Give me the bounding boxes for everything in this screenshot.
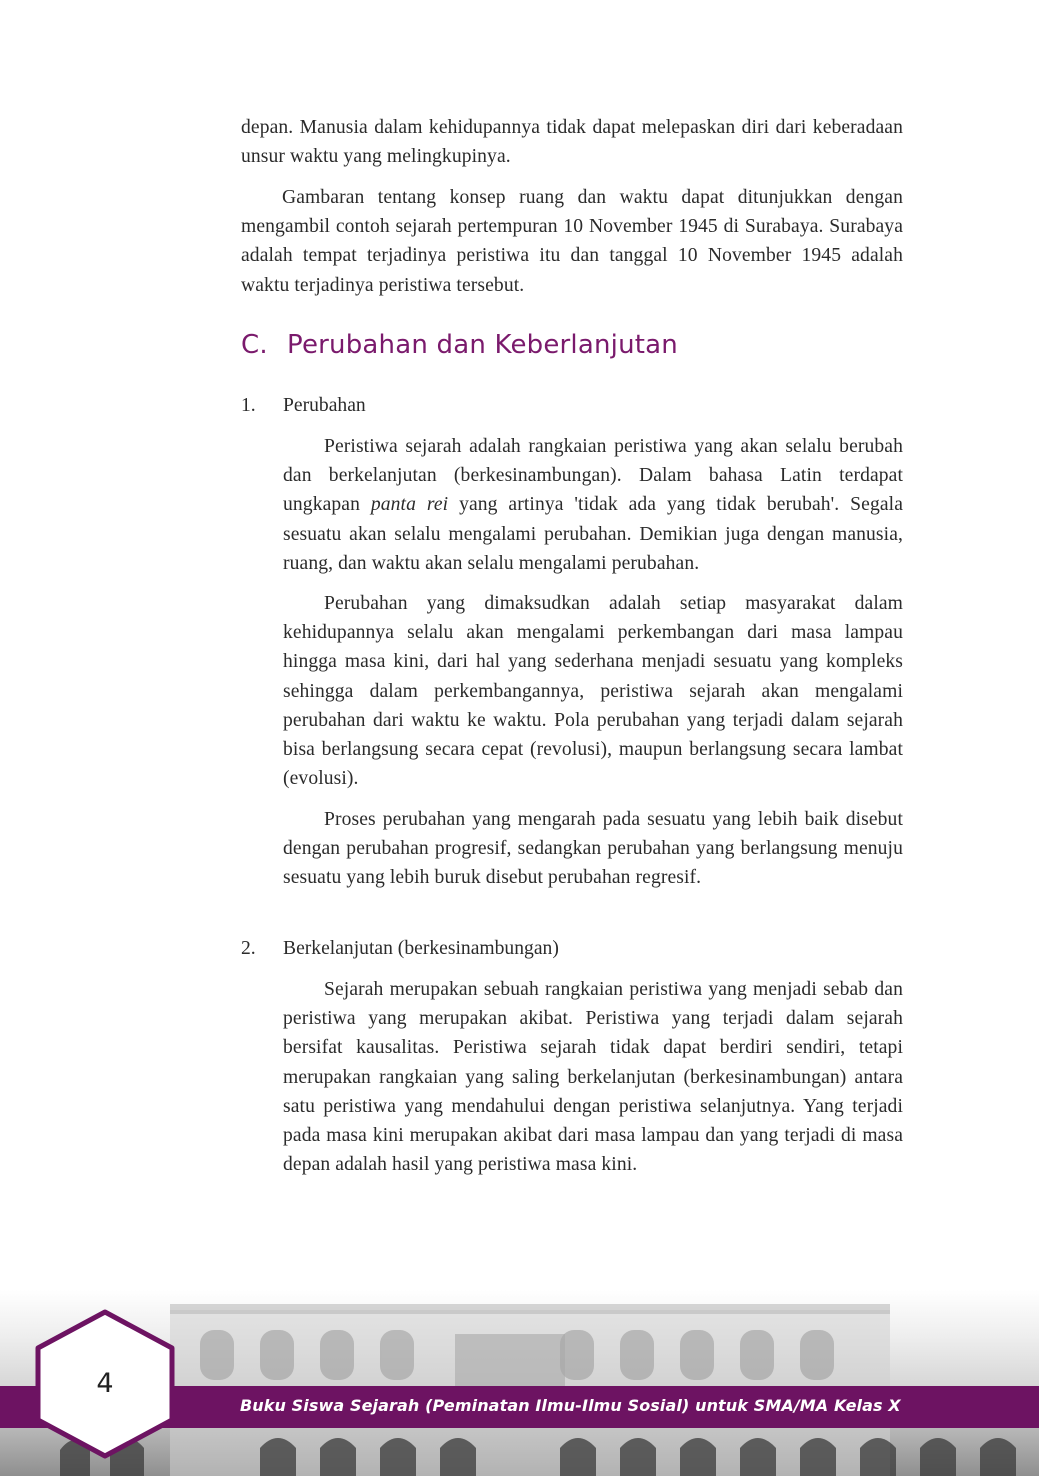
list-item-perubahan <box>241 391 366 420</box>
text-run: Peristiwa sejarah adalah rangkaian peristiwa yang akan selalu berubah dan berkelanjutan (berkesinambungan). Dalam bahasa Latin terdapat ungkapan <box>283 436 903 516</box>
text-run: yang artinya 'tidak ada yang tidak berubah'. Segala sesuatu akan selalu mengalami perubahan. Demikian juga dengan manusia, ruang, dan waktu akan selalu mengalami perubahan. <box>283 494 903 574</box>
perubahan-paragraph-2: Perubahan yang dimaksudkan adalah setiap masyarakat dalam kehidupannya selalu akan mengalami perkembangan dari masa lampau hingga masa kini, dari hal yang sederhana menjadi sesuatu yang kompleks sehingga dalam perkembangannya, peristiwa sejarah akan mengalami perubahan dari waktu ke waktu. Pola perubahan yang terjadi dalam sejarah bisa berlangsung secara cepat (revolusi), maupun berlangsung secara lambat (evolusi). <box>283 593 903 790</box>
berkelanjutan-paragraph: Sejarah merupakan sebuah rangkaian peristiwa yang menjadi sebab dan peristiwa yang merupakan akibat. Peristiwa yang terjadi dalam sejarah bersifat kausalitas. Peristiwa sejarah tidak dapat berdiri sendiri, tetapi merupakan rangkaian yang saling berkelanjutan (berkesinambungan) antara satu peristiwa yang mendahului dengan peristiwa selanjutnya. Yang terjadi pada masa kini merupakan akibat dari masa lampau dan yang terjadi di masa depan adalah hasil yang peristiwa masa kini. <box>283 979 903 1176</box>
continuation-paragraph: depan. Manusia dalam kehidupannya tidak dapat melepaskan diri dari keberadaan unsur waktu yang melingkupinya. <box>241 117 903 168</box>
space-time-example-paragraph: Gambaran tentang konsep ruang dan waktu dapat ditunjukkan dengan mengambil contoh sejarah pertempuran 10 November 1945 di Surabaya. Surabaya adalah tempat terjadinya peristiwa itu dan tanggal 10 November 1945 adalah waktu terjadinya peristiwa tersebut. <box>241 187 903 296</box>
section-heading <box>241 330 678 360</box>
latin-phrase: panta rei <box>370 494 449 516</box>
page-number: 4 <box>96 1368 114 1399</box>
perubahan-paragraph-3: Proses perubahan yang mengarah pada sesuatu yang lebih baik disebut dengan perubahan progresif, sedangkan perubahan yang berlangsung menuju sesuatu yang lebih buruk disebut perubahan regresif. <box>283 809 903 889</box>
section-title: Perubahan dan Keberlanjutan <box>287 330 678 360</box>
list-item-berkelanjutan <box>241 934 559 963</box>
list-item-title: Perubahan <box>283 395 366 416</box>
list-item-title: Berkelanjutan (berkesinambungan) <box>283 938 559 959</box>
section-letter: C. <box>241 330 268 360</box>
perubahan-paragraph-1 <box>283 432 903 578</box>
list-item-number: 2. <box>241 938 256 959</box>
list-item-number: 1. <box>241 395 256 416</box>
book-title: Buku Siswa Sejarah (Peminatan Ilmu-Ilmu Sosial) untuk SMA/MA Kelas X <box>240 1396 901 1415</box>
